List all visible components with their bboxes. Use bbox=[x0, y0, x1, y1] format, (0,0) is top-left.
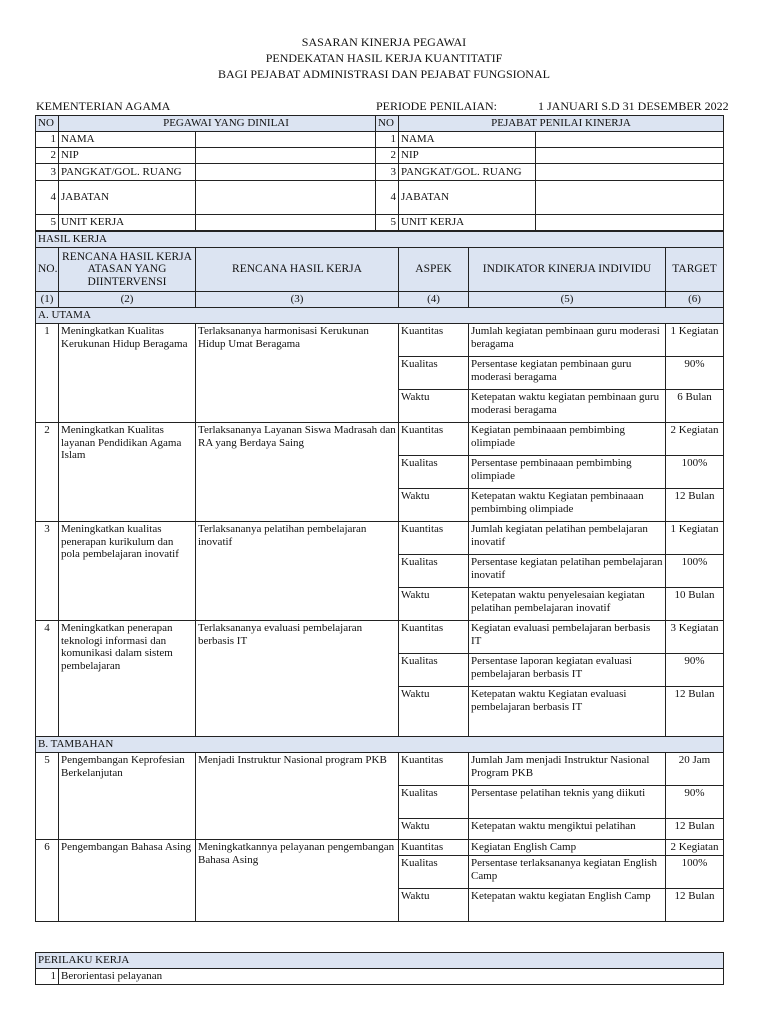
hk-indikator: Persentase terlaksananya kegiatan English Camp bbox=[469, 856, 666, 889]
hk-indikator: Jumlah kegiatan pembinaan guru moderasi beragama bbox=[469, 324, 666, 357]
hk-indikator: Persentase kegiatan pelatihan pembelajaran inovatif bbox=[469, 555, 666, 588]
col-number-label: (3) bbox=[196, 292, 399, 308]
hasil-kerja-title: HASIL KERJA bbox=[36, 232, 724, 248]
id-row-value bbox=[196, 148, 376, 164]
col-number-label: (6) bbox=[666, 292, 724, 308]
hk-indikator: Persentase pelatihan teknis yang diikuti bbox=[469, 786, 666, 819]
hk-rhk: Terlaksananya evaluasi pembelajaran berbasis IT bbox=[196, 621, 399, 737]
col-aspek-header: ASPEK bbox=[399, 248, 469, 292]
id-row-label-right: NIP bbox=[399, 148, 536, 164]
doc-title-line3: BAGI PEJABAT ADMINISTRASI DAN PEJABAT FUNGSIONAL bbox=[218, 67, 550, 81]
hk-target: 90% bbox=[666, 357, 724, 390]
id-row-value-right bbox=[536, 132, 724, 148]
hk-indikator: Ketepatan waktu Kegiatan evaluasi pembelajaran berbasis IT bbox=[469, 687, 666, 737]
hk-aspek: Waktu bbox=[399, 889, 469, 922]
hk-row-no: 3 bbox=[36, 522, 59, 621]
hk-aspek: Kualitas bbox=[399, 856, 469, 889]
hk-indikator: Persentase pembinaaan pembimbing olimpiade bbox=[469, 456, 666, 489]
id-row-value bbox=[196, 164, 376, 181]
hk-aspek: Kualitas bbox=[399, 555, 469, 588]
col-number-label: (2) bbox=[59, 292, 196, 308]
hk-indikator: Kegiatan English Camp bbox=[469, 840, 666, 856]
perilaku-item-no: 1 bbox=[36, 969, 59, 985]
hk-aspek: Waktu bbox=[399, 819, 469, 840]
col-rhk-atasan-header: RENCANA HASIL KERJA ATASAN YANG DIINTERVENSI bbox=[59, 248, 196, 292]
col-number-label: (5) bbox=[469, 292, 666, 308]
hasil-kerja-table bbox=[35, 231, 724, 922]
hk-aspek: Waktu bbox=[399, 687, 469, 737]
id-no-header-left: NO bbox=[36, 116, 59, 132]
hk-aspek: Kuantitas bbox=[399, 753, 469, 786]
hk-aspek: Kualitas bbox=[399, 786, 469, 819]
hk-aspek: Kualitas bbox=[399, 357, 469, 390]
hk-target: 2 Kegiatan bbox=[666, 840, 724, 856]
hk-target: 12 Bulan bbox=[666, 489, 724, 522]
hk-target: 12 Bulan bbox=[666, 687, 724, 737]
id-row-no: 1 bbox=[36, 132, 59, 148]
identity-table bbox=[35, 115, 724, 231]
hk-target: 12 Bulan bbox=[666, 889, 724, 922]
hk-target: 12 Bulan bbox=[666, 819, 724, 840]
hk-rhk: Meningkatkannya pelayanan pengembangan Bahasa Asing bbox=[196, 840, 399, 922]
hk-indikator: Jumlah kegiatan pelatihan pembelajaran inovatif bbox=[469, 522, 666, 555]
hk-rhk: Terlaksananya Layanan Siswa Madrasah dan RA yang Berdaya Saing bbox=[196, 423, 399, 522]
hk-indikator: Persentase laporan kegiatan evaluasi pembelajaran berbasis IT bbox=[469, 654, 666, 687]
perilaku-item-label: Berorientasi pelayanan bbox=[59, 969, 724, 985]
id-row-value-right bbox=[536, 215, 724, 231]
hk-indikator: Ketepatan waktu penyelesaian kegiatan pelatihan pembelajaran inovatif bbox=[469, 588, 666, 621]
hk-aspek: Kuantitas bbox=[399, 423, 469, 456]
hk-row-no: 4 bbox=[36, 621, 59, 737]
doc-title-line2: PENDEKATAN HASIL KERJA KUANTITATIF bbox=[265, 51, 503, 65]
id-row-no: 2 bbox=[36, 148, 59, 164]
hk-target: 20 Jam bbox=[666, 753, 724, 786]
pejabat-penilai-header: PEJABAT PENILAI KINERJA bbox=[399, 116, 724, 132]
id-row-label: PANGKAT/GOL. RUANG bbox=[59, 164, 196, 181]
id-row-value-right bbox=[536, 164, 724, 181]
col-number-label: (1) bbox=[36, 292, 59, 308]
col-rhk-header: RENCANA HASIL KERJA bbox=[196, 248, 399, 292]
id-row-value bbox=[196, 215, 376, 231]
hk-rhk-atasan: Pengembangan Keprofesian Berkelanjutan bbox=[59, 753, 196, 840]
hk-aspek: Waktu bbox=[399, 489, 469, 522]
id-row-label: JABATAN bbox=[59, 181, 196, 215]
hk-target: 1 Kegiatan bbox=[666, 324, 724, 357]
hk-aspek: Kuantitas bbox=[399, 522, 469, 555]
col-no-header: NO. bbox=[36, 248, 59, 292]
section-utama-title: A. UTAMA bbox=[36, 308, 724, 324]
pegawai-dinilai-header: PEGAWAI YANG DINILAI bbox=[59, 116, 376, 132]
id-row-label-right: UNIT KERJA bbox=[399, 215, 536, 231]
hk-rhk: Terlaksananya harmonisasi Kerukunan Hidup Umat Beragama bbox=[196, 324, 399, 423]
id-row-no-right: 5 bbox=[376, 215, 399, 231]
hk-target: 90% bbox=[666, 654, 724, 687]
doc-title-line1: SASARAN KINERJA PEGAWAI bbox=[301, 35, 467, 49]
hk-rhk-atasan: Pengembangan Bahasa Asing bbox=[59, 840, 196, 922]
hk-aspek: Kuantitas bbox=[399, 324, 469, 357]
hk-target: 10 Bulan bbox=[666, 588, 724, 621]
id-row-no-right: 3 bbox=[376, 164, 399, 181]
hk-aspek: Kuantitas bbox=[399, 840, 469, 856]
id-row-label: UNIT KERJA bbox=[59, 215, 196, 231]
section-tambahan-title: B. TAMBAHAN bbox=[36, 737, 724, 753]
periode-label: PERIODE PENILAIAN: bbox=[376, 99, 497, 113]
hk-target: 2 Kegiatan bbox=[666, 423, 724, 456]
hk-indikator: Kegiatan pembinaaan pembimbing olimpiade bbox=[469, 423, 666, 456]
col-target-header: TARGET bbox=[666, 248, 724, 292]
periode-value: 1 JANUARI S.D 31 DESEMBER 2022 bbox=[538, 99, 729, 113]
hk-target: 3 Kegiatan bbox=[666, 621, 724, 654]
id-row-value-right bbox=[536, 181, 724, 215]
hk-indikator: Persentase kegiatan pembinaan guru moderasi beragama bbox=[469, 357, 666, 390]
perilaku-kerja-title: PERILAKU KERJA bbox=[36, 953, 724, 969]
hk-rhk: Menjadi Instruktur Nasional program PKB bbox=[196, 753, 399, 840]
hk-rhk-atasan: Meningkatkan Kualitas layanan Pendidikan Agama Islam bbox=[59, 423, 196, 522]
hk-row-no: 6 bbox=[36, 840, 59, 922]
hk-target: 6 Bulan bbox=[666, 390, 724, 423]
hk-target: 100% bbox=[666, 456, 724, 489]
hk-indikator: Ketepatan waktu kegiatan English Camp bbox=[469, 889, 666, 922]
hk-row-no: 1 bbox=[36, 324, 59, 423]
hk-aspek: Kualitas bbox=[399, 456, 469, 489]
hk-indikator: Ketepatan waktu mengiktui pelatihan bbox=[469, 819, 666, 840]
id-row-label-right: NAMA bbox=[399, 132, 536, 148]
id-row-value-right bbox=[536, 148, 724, 164]
id-row-no-right: 1 bbox=[376, 132, 399, 148]
hk-rhk-atasan: Meningkatkan penerapan teknologi informasi dan komunikasi dalam sistem pembelajaran bbox=[59, 621, 196, 737]
id-row-label: NIP bbox=[59, 148, 196, 164]
hk-indikator: Ketepatan waktu Kegiatan pembinaaan pembimbing olimpiade bbox=[469, 489, 666, 522]
id-row-no: 5 bbox=[36, 215, 59, 231]
hk-target: 90% bbox=[666, 786, 724, 819]
hk-indikator: Ketepatan waktu kegiatan pembinaan guru moderasi beragama bbox=[469, 390, 666, 423]
col-number-label: (4) bbox=[399, 292, 469, 308]
perilaku-kerja-table bbox=[35, 952, 724, 985]
id-row-value bbox=[196, 132, 376, 148]
id-row-label: NAMA bbox=[59, 132, 196, 148]
id-row-no-right: 2 bbox=[376, 148, 399, 164]
hk-rhk-atasan: Meningkatkan kualitas penerapan kurikulum dan pola pembelajaran inovatif bbox=[59, 522, 196, 621]
col-indikator-header: INDIKATOR KINERJA INDIVIDU bbox=[469, 248, 666, 292]
hk-aspek: Kualitas bbox=[399, 654, 469, 687]
id-row-no-right: 4 bbox=[376, 181, 399, 215]
instansi-label: KEMENTERIAN AGAMA bbox=[36, 99, 171, 113]
hk-aspek: Waktu bbox=[399, 390, 469, 423]
hk-row-no: 2 bbox=[36, 423, 59, 522]
hk-target: 100% bbox=[666, 856, 724, 889]
id-row-label-right: JABATAN bbox=[399, 181, 536, 215]
hk-indikator: Jumlah Jam menjadi Instruktur Nasional Program PKB bbox=[469, 753, 666, 786]
id-row-no: 3 bbox=[36, 164, 59, 181]
hk-aspek: Waktu bbox=[399, 588, 469, 621]
hk-indikator: Kegiatan evaluasi pembelajaran berbasis IT bbox=[469, 621, 666, 654]
hk-aspek: Kuantitas bbox=[399, 621, 469, 654]
id-row-label-right: PANGKAT/GOL. RUANG bbox=[399, 164, 536, 181]
hk-row-no: 5 bbox=[36, 753, 59, 840]
hk-target: 1 Kegiatan bbox=[666, 522, 724, 555]
hk-rhk: Terlaksananya pelatihan pembelajaran inovatif bbox=[196, 522, 399, 621]
hk-rhk-atasan: Meningkatkan Kualitas Kerukunan Hidup Beragama bbox=[59, 324, 196, 423]
id-no-header-right: NO bbox=[376, 116, 399, 132]
id-row-no: 4 bbox=[36, 181, 59, 215]
id-row-value bbox=[196, 181, 376, 215]
hk-target: 100% bbox=[666, 555, 724, 588]
